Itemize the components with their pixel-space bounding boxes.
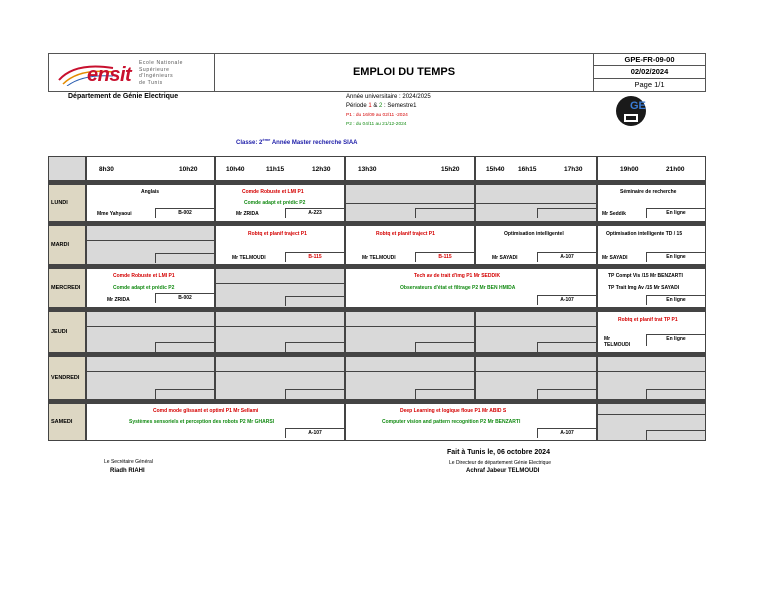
- cell-lundi-3: [346, 185, 476, 221]
- cell-samedi-12: Comd mode glissant et optiml P1 Mr Sellami Systèmes sensoriels et perception des robots P2 Mr GHARSI A-107: [87, 404, 346, 440]
- day-label: SAMEDI: [49, 404, 87, 440]
- logo-subtitle: Ecole Nationale Supérieure d'Ingénieurs de Tunis: [139, 60, 184, 86]
- department-logo: [614, 94, 652, 128]
- cell-mardi-2: Robtq et planif traject P1 Mr TELMOUDI B-115: [216, 226, 346, 264]
- slot-5-header: 19h00 21h00: [620, 166, 685, 173]
- row-jeudi: [48, 311, 706, 353]
- day-label: MERCREDI: [49, 269, 87, 307]
- cell-mardi-1: [87, 226, 216, 264]
- cell-jeudi-4: [476, 312, 598, 352]
- cell-mardi-4: Optimisation intelligentel Mr SAYADI A-107: [476, 226, 598, 264]
- schedule-info: [346, 93, 431, 129]
- cell-jeudi-3: [346, 312, 476, 352]
- page-title: EMPLOI DU TEMPS: [352, 66, 456, 78]
- ge-logo-icon: [614, 94, 652, 128]
- day-label: VENDREDI: [49, 357, 87, 399]
- doc-code: GPE-FR-09-00: [594, 54, 705, 66]
- logo-word: ensit: [87, 64, 132, 86]
- academic-year: Année universitaire : 2024/2025: [346, 94, 431, 100]
- cell-mercredi-34: Tech av de trait d'img P1 Mr SEDDIK Observateurs d'état et filtrage P2 Mr BEN HMIDA A-107: [346, 269, 598, 307]
- cell-mercredi-5: TP Compt Vis /15 Mr BENZARTI TP Trait Img Av /15 Mr SAYADI En ligne: [598, 269, 705, 307]
- director-title: Le Directeur de département Génie Electrique: [449, 460, 552, 466]
- cell-mardi-3: Robtq et planif traject P1 Mr TELMOUDI B-115: [346, 226, 476, 264]
- cell-jeudi-2: [216, 312, 346, 352]
- slot-4-header: 15h40 16h15 17h30: [476, 157, 598, 180]
- signature-date: Fait à Tunis le, 06 octobre 2024: [447, 449, 550, 456]
- cell-vendredi-2: [216, 357, 346, 399]
- doc-meta: [593, 54, 705, 91]
- sg-title: Le Secrétaire Général: [104, 459, 153, 465]
- slot-3-header: 13h30 15h20: [346, 157, 476, 180]
- row-mardi: [48, 225, 706, 265]
- director-name: Achraf Jabeur TELMOUDI: [466, 468, 540, 474]
- sg-name: Riadh RIAHI: [110, 468, 145, 474]
- svg-text:GE: GE: [630, 100, 646, 112]
- cell-jeudi-5: Robtq et planif trat TP P1 Mr TELMOUDI En ligne: [598, 312, 705, 352]
- cell-lundi-5: Séminaire de recherche Mr Seddik En ligne: [598, 185, 705, 221]
- cell-samedi-34: Deep Learning et logique floue P1 Mr ABID S Computer vision and pattern recognition P2 Mr BENZARTI A-107: [346, 404, 598, 440]
- row-mercredi: [48, 268, 706, 308]
- p2-dates: P2 : du 04/11 au 21/12-2024: [346, 122, 407, 127]
- class-label: Classe: 2ème Année Master recherche SIAA: [236, 137, 358, 146]
- doc-page: Page 1/1: [634, 79, 665, 89]
- cell-vendredi-4: [476, 357, 598, 399]
- slot-1-header: 8h30 10h20: [87, 157, 216, 180]
- row-vendredi: [48, 356, 706, 400]
- row-samedi: [48, 403, 706, 441]
- document-header: [48, 53, 706, 92]
- day-label: JEUDI: [49, 312, 87, 352]
- cell-vendredi-3: [346, 357, 476, 399]
- period-line: Période 1 & 2 : Semestre1: [346, 103, 417, 109]
- corner-cell: [49, 157, 87, 180]
- row-lundi: [48, 184, 706, 222]
- doc-date: 02/02/2024: [594, 66, 705, 78]
- p1-dates: P1 : du 16/09 au 02/11 -2024: [346, 113, 408, 118]
- time-header-row: [48, 156, 706, 181]
- cell-mardi-5: Optimisation intelligente TD / 15 Mr SAYADI En ligne: [598, 226, 705, 264]
- cell-mercredi-1: Comde Robuste et LMI P1 Comde adapt et prédic P2 Mr ZRIDA B-002: [87, 269, 216, 307]
- cell-lundi-4: [476, 185, 598, 221]
- cell-mercredi-2: [216, 269, 346, 307]
- day-label: MARDI: [49, 226, 87, 264]
- day-label: LUNDI: [49, 185, 87, 221]
- cell-lundi-2: Comde Robuste et LMI P1 Comde adapt et prédic P2 Mr ZRIDA A-223: [216, 185, 346, 221]
- cell-samedi-5: [598, 404, 705, 440]
- school-logo: [49, 54, 215, 91]
- cell-jeudi-1: [87, 312, 216, 352]
- slot-2-header: 10h40 11h15 12h30: [216, 157, 346, 180]
- department-label: Département de Génie Electrique: [68, 93, 179, 100]
- cell-vendredi-1: [87, 357, 216, 399]
- cell-vendredi-5: [598, 357, 705, 399]
- cell-lundi-1: Anglais Mme Yahyaoui B-002: [87, 185, 216, 221]
